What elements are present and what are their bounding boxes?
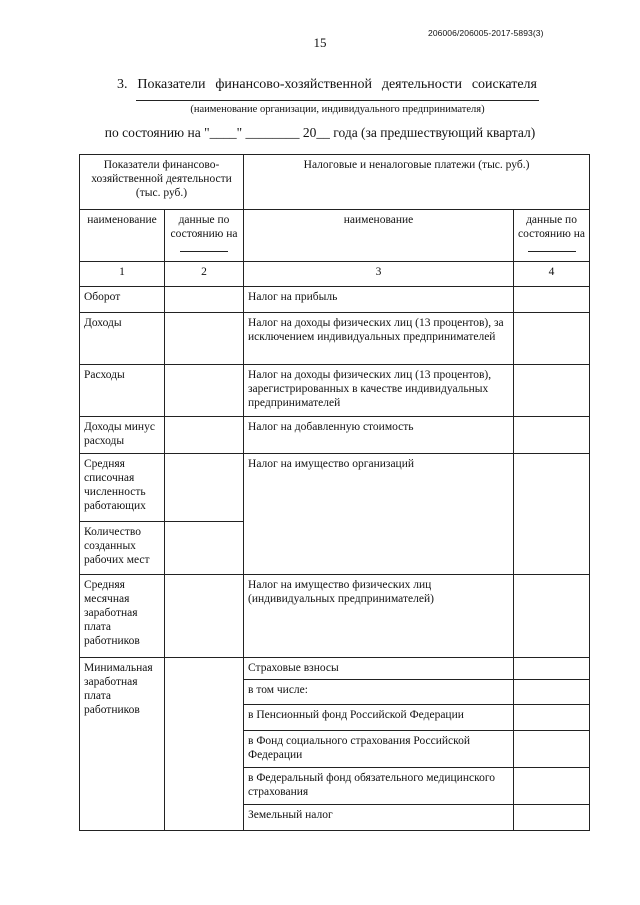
indicator-value-cell[interactable]: [165, 454, 244, 522]
indicator-value-cell[interactable]: [165, 657, 244, 830]
payment-name: Налог на доходы физических лиц (13 процентов), за исключением индивидуальных предпринимателей: [244, 313, 514, 365]
payment-name: Налог на имущество организаций: [244, 454, 514, 574]
as-of-date-line: по состоянию на "____" ________ 20__ года (за предшествующий квартал): [104, 125, 536, 140]
payment-name: в Федеральный фонд обязательного медицинского страхования: [244, 767, 514, 804]
payment-name: Налог на добавленную стоимость: [244, 417, 514, 454]
column-header-name: наименование: [244, 210, 514, 262]
group-header-financial: Показатели финансово-хозяйственной деятельности (тыс. руб.): [80, 155, 244, 210]
indicator-name: Средняя месячная заработная плата работников: [80, 574, 165, 657]
payment-value-cell[interactable]: [514, 365, 590, 417]
column-number: 4: [514, 262, 590, 287]
section-number: 3.: [117, 77, 128, 92]
payment-value-cell[interactable]: [514, 730, 590, 767]
indicator-value-cell[interactable]: [165, 417, 244, 454]
indicator-value-cell[interactable]: [165, 313, 244, 365]
payment-value-cell[interactable]: [514, 767, 590, 804]
indicator-name: Доходы: [80, 313, 165, 365]
payment-name: Налог на прибыль: [244, 287, 514, 313]
indicator-value-cell[interactable]: [165, 287, 244, 313]
column-header-data: данные по состоянию на: [165, 210, 244, 262]
payment-value-cell[interactable]: [514, 804, 590, 830]
heading-word: Показатели: [137, 77, 206, 92]
column-number: 3: [244, 262, 514, 287]
payment-name: в Пенсионный фонд Российской Федерации: [244, 704, 514, 730]
indicator-name: Доходы минус расходы: [80, 417, 165, 454]
column-number: 2: [165, 262, 244, 287]
payment-name: Земельный налог: [244, 804, 514, 830]
payment-name: в Фонд социального страхования Российской Федерации: [244, 730, 514, 767]
indicator-name: Количество созданных рабочих мест: [80, 522, 165, 574]
payment-value-cell[interactable]: [514, 679, 590, 704]
payment-name: в том числе:: [244, 679, 514, 704]
payment-value-cell[interactable]: [514, 704, 590, 730]
payment-name: Страховые взносы: [244, 657, 514, 679]
indicator-name: Расходы: [80, 365, 165, 417]
date-blank: [180, 241, 228, 252]
payment-name: Налог на доходы физических лиц (13 процентов), зарегистрированных в качестве индивидуальных предпринимателей: [244, 365, 514, 417]
heading-word: соискателя: [471, 77, 537, 92]
document-id: 206006/206005-2017-5893(3): [428, 28, 544, 38]
payment-value-cell[interactable]: [514, 574, 590, 657]
payment-value-cell[interactable]: [514, 287, 590, 313]
payment-value-cell[interactable]: [514, 454, 590, 574]
heading-word: финансово-хозяйственной: [215, 77, 372, 92]
payment-value-cell[interactable]: [514, 313, 590, 365]
date-blank: [528, 241, 576, 252]
organization-caption: (наименование организации, индивидуального предпринимателя): [190, 104, 485, 115]
page-number: 15: [313, 35, 327, 50]
indicator-value-cell[interactable]: [165, 522, 244, 574]
heading-word: деятельности: [381, 77, 462, 92]
organization-name-line: [136, 100, 539, 101]
group-header-taxes: Налоговые и неналоговые платежи (тыс. руб.): [244, 155, 590, 210]
indicator-value-cell[interactable]: [165, 574, 244, 657]
indicator-name: Оборот: [80, 287, 165, 313]
indicator-name: Минимальная заработная плата работников: [80, 657, 165, 830]
section-heading: [117, 77, 537, 93]
payment-value-cell[interactable]: [514, 417, 590, 454]
column-header-name: наименование: [80, 210, 165, 262]
column-number: 1: [80, 262, 165, 287]
financial-indicators-table: [79, 154, 590, 831]
column-header-data: данные по состоянию на: [514, 210, 590, 262]
payment-name: Налог на имущество физических лиц (индивидуальных предпринимателей): [244, 574, 514, 657]
indicator-value-cell[interactable]: [165, 365, 244, 417]
indicator-name: Средняя списочная численность работающих: [80, 454, 165, 522]
payment-value-cell[interactable]: [514, 657, 590, 679]
